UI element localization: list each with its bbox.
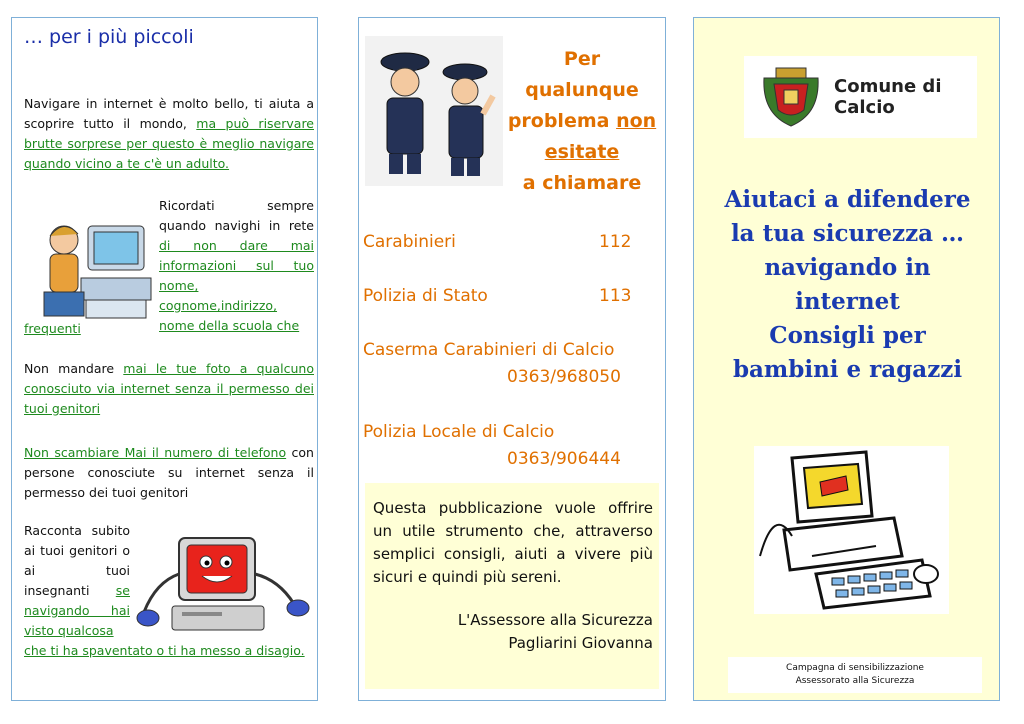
headline-line-1: Aiutaci a difendere: [724, 186, 971, 213]
campaign-footer: [728, 657, 982, 693]
kid-at-computer-illustration: [26, 208, 154, 326]
intro-text: Navigare in internet è molto bello, ti aiuta a scoprire tutto il mondo,: [24, 96, 314, 131]
call-line-2a: problema: [507, 110, 617, 132]
headline-line-2: la tua sicurezza …: [730, 220, 965, 247]
tell-text: Racconta subito ai tuoi genitori o ai tuoi insegnanti: [24, 523, 130, 598]
footer-line-1: Campagna di sensibilizzazione: [786, 663, 924, 673]
panel-cover: [693, 17, 1000, 701]
photo-warning: mai le tue foto a qualcuno conosciuto via internet senza il permesso dei tuoi genitori: [24, 361, 314, 416]
headline-line-3: navigando in: [764, 254, 931, 281]
intro-warning: ma può riservare brutte sorprese per questo è meglio navigare quando vicino a te c'è un adulto.: [24, 116, 314, 171]
municipality-name: [834, 76, 942, 118]
headline-line-5: Consigli per: [769, 322, 926, 349]
municipality-logo: [744, 56, 977, 138]
tell-warning: se navigando hai visto qualcosa: [24, 583, 130, 638]
contact-polizia-number: 113: [599, 286, 632, 306]
police-kids-illustration: [365, 36, 503, 186]
logo-line-2: Calcio: [834, 97, 895, 118]
computer-illustration-frame: [754, 446, 949, 614]
logo-line-1: Comune di: [834, 76, 942, 97]
cover-headline: [694, 183, 1001, 387]
call-line-3: [507, 137, 657, 168]
call-us-heading: [507, 44, 657, 199]
contact-carabinieri-name: Carabinieri: [363, 232, 456, 252]
signature-name: Pagliarini Giovanna: [508, 634, 653, 652]
publication-note-text: Questa pubblicazione vuole offrire un utile strumento che, attraverso semplici consigli, aiuti a vivere più sicuri e quindi più sereni.: [373, 499, 653, 586]
phone-warning: Non scambiare Mai il numero di telefono: [24, 445, 287, 460]
photo-paragraph: [24, 359, 314, 419]
call-line-3-text: esitate: [544, 141, 620, 163]
signature-role: L'Assessore alla Sicurezza: [457, 611, 653, 629]
contact-caserma-name: Caserma Carabinieri di Calcio: [363, 340, 615, 360]
call-line-4: a chiamare: [522, 172, 642, 194]
remember-warning: di non dare mai informazioni sul tuo nome, cognome,indirizzo, nome della scuola che: [159, 238, 314, 333]
signature-block: [458, 609, 653, 655]
remember-paragraph: [159, 196, 314, 336]
remember-warning-end: frequenti: [24, 321, 81, 336]
headline-line-6: bambini e ragazzi: [732, 356, 963, 383]
smiling-computer-illustration: [134, 530, 314, 642]
call-line-2b: non: [616, 110, 657, 132]
panel-title: … per i più piccoli: [24, 26, 194, 48]
contact-polizia-locale-name: Polizia Locale di Calcio: [363, 422, 555, 442]
tell-continuation: [24, 641, 314, 661]
call-line-2: [507, 106, 657, 137]
contact-polizia-name: Polizia di Stato: [363, 286, 488, 306]
coat-of-arms-icon: [758, 64, 824, 130]
remember-continuation: [24, 319, 314, 339]
phone-text: con persone conosciute su internet senza il permesso dei tuoi genitori: [24, 445, 314, 500]
photo-text: Non mandare: [24, 361, 124, 376]
panel-contacts: [358, 17, 666, 701]
headline-line-4: internet: [795, 288, 900, 315]
tell-warning-end: che ti ha spaventato o ti ha messo a disagio.: [24, 643, 305, 658]
panel-kids-tips: [11, 17, 318, 701]
computer-sketch-illustration: [754, 446, 949, 614]
intro-paragraph: [24, 94, 314, 174]
contact-polizia-locale-number: 0363/906444: [507, 449, 621, 469]
contact-carabinieri-number: 112: [599, 232, 632, 252]
contact-caserma-number: 0363/968050: [507, 367, 621, 387]
phone-paragraph: [24, 443, 314, 503]
tell-paragraph: [24, 521, 130, 641]
publication-note-box: [365, 483, 659, 689]
footer-line-2: Assessorato alla Sicurezza: [795, 676, 915, 686]
remember-text: Ricordati sempre quando navighi in rete: [159, 198, 314, 233]
call-line-1: Per qualunque: [525, 48, 639, 101]
